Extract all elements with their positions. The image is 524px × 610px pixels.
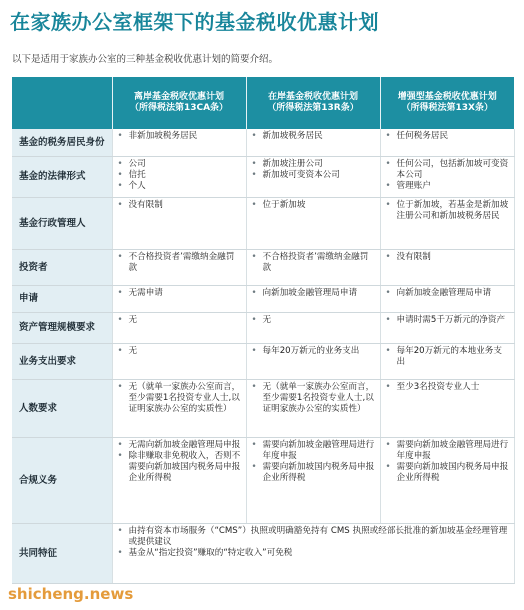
list-item: • 除非赚取非免税收入，否则不需要向新加坡国内税务局申报企业所得税 xyxy=(115,451,243,484)
table-row xyxy=(12,249,514,285)
comparison-table xyxy=(12,77,515,584)
table-cell xyxy=(112,156,246,197)
list-item: • 无 xyxy=(115,346,243,357)
table-row xyxy=(12,379,514,437)
table-cell-common xyxy=(112,523,514,583)
table-cell xyxy=(112,249,246,285)
table-cell xyxy=(112,197,246,249)
row-label: 共同特征 xyxy=(12,523,112,583)
row-label: 基金行政管理人 xyxy=(12,197,112,249)
table-row-common xyxy=(12,523,514,583)
list-item: • 新加坡可变资本公司 xyxy=(249,170,377,181)
table-cell xyxy=(112,343,246,379)
list-item: • 基金从“指定投资”赚取的“特定收入”可免税 xyxy=(115,548,511,559)
table-cell xyxy=(246,156,380,197)
list-item: • 个人 xyxy=(115,181,243,192)
list-item: • 无（就单一家族办公室而言，至少需要1名投资专业人士,以证明家族办公室的实质性） xyxy=(115,382,243,415)
table-cell xyxy=(380,312,514,343)
table-cell xyxy=(380,379,514,437)
header-13x-line1: 增强型基金税收优惠计划 xyxy=(397,92,497,102)
table-cell xyxy=(380,156,514,197)
list-item: • 非新加坡税务居民 xyxy=(115,131,243,142)
table-cell xyxy=(112,437,246,523)
list-item: • 每年20万新元的业务支出 xyxy=(249,346,377,357)
table-cell xyxy=(246,312,380,343)
header-13r xyxy=(246,77,380,129)
list-item: • 无需向新加坡金融管理局申报 xyxy=(115,440,243,451)
list-item: • 新加坡注册公司 xyxy=(249,159,377,170)
table-cell xyxy=(246,285,380,312)
list-item: • 需要向新加坡金融管理局进行年度申报 xyxy=(249,440,377,462)
list-item: • 没有限制 xyxy=(115,200,243,211)
table-row xyxy=(12,197,514,249)
table-cell xyxy=(380,249,514,285)
list-item: • 位于新加坡 xyxy=(249,200,377,211)
header-corner xyxy=(12,77,112,129)
list-item: • 信托 xyxy=(115,170,243,181)
table-cell xyxy=(380,437,514,523)
list-item: • 不合格投资者’需缴纳金融罚款 xyxy=(249,252,377,274)
page-title: 在家族办公室框架下的基金税收优惠计划 xyxy=(10,10,379,34)
table-row xyxy=(12,343,514,379)
list-item: • 公司 xyxy=(115,159,243,170)
header-13ca xyxy=(112,77,246,129)
list-item: • 无 xyxy=(115,315,243,326)
list-item: • 没有限制 xyxy=(383,252,511,263)
list-item: • 向新加坡金融管理局申请 xyxy=(249,288,377,299)
list-item: • 位于新加坡，若基金是新加坡注册公司和新加坡税务居民 xyxy=(383,200,511,222)
list-item: • 需要向新加坡国内税务局申报企业所得税 xyxy=(383,462,511,484)
watermark-text: shicheng.news xyxy=(8,585,134,603)
row-label: 基金的税务居民身份 xyxy=(12,129,112,156)
table-cell xyxy=(380,285,514,312)
table-cell xyxy=(112,285,246,312)
table-cell xyxy=(246,379,380,437)
row-label: 申请 xyxy=(12,285,112,312)
list-item: • 需要向新加坡国内税务局申报企业所得税 xyxy=(249,462,377,484)
table-cell xyxy=(112,379,246,437)
list-item: • 向新加坡金融管理局申请 xyxy=(383,288,511,299)
page-subtitle: 以下是适用于家族办公室的三种基金税收优惠计划的简要介绍。 xyxy=(12,54,279,65)
list-item: • 申请时需5千万新元的净资产 xyxy=(383,315,511,326)
header-13x xyxy=(380,77,514,129)
table-cell xyxy=(112,312,246,343)
header-13r-line1: 在岸基金税收优惠计划 xyxy=(267,92,358,102)
table-cell xyxy=(246,249,380,285)
table-row xyxy=(12,312,514,343)
row-label: 基金的法律形式 xyxy=(12,156,112,197)
table-row xyxy=(12,156,514,197)
table-row xyxy=(12,437,514,523)
list-item: • 任何公司，包括新加坡可变资本公司 xyxy=(383,159,511,181)
table-cell xyxy=(380,197,514,249)
header-13x-line2: （所得税法第13X条） xyxy=(401,103,493,113)
table-cell xyxy=(112,129,246,156)
list-item: • 管理账户 xyxy=(383,181,511,192)
header-13r-line2: （所得税法第13R条） xyxy=(267,103,359,113)
list-item: • 无需申请 xyxy=(115,288,243,299)
list-item: • 每年20万新元的本地业务支出 xyxy=(383,346,511,368)
row-label: 资产管理规模要求 xyxy=(12,312,112,343)
row-label: 投资者 xyxy=(12,249,112,285)
row-label: 人数要求 xyxy=(12,379,112,437)
list-item: • 新加坡税务居民 xyxy=(249,131,377,142)
list-item: • 无（就单一家族办公室而言，至少需要1名投资专业人士,以证明家族办公室的实质性） xyxy=(249,382,377,415)
list-item: • 需要向新加坡金融管理局进行年度申报 xyxy=(383,440,511,462)
table-cell xyxy=(380,343,514,379)
table-cell xyxy=(246,197,380,249)
table-row xyxy=(12,285,514,312)
header-13ca-line1: 离岸基金税收优惠计划 xyxy=(133,92,224,102)
table-cell xyxy=(246,343,380,379)
list-item: • 无 xyxy=(249,315,377,326)
row-label: 业务支出要求 xyxy=(12,343,112,379)
table-cell xyxy=(246,129,380,156)
comparison-table-wrapper xyxy=(12,77,514,584)
list-item: • 由持有资本市场服务（“CMS”）执照或明确豁免持有 CMS 执照或经部长批准的新加坡基金经理管理或提供建议 xyxy=(115,526,511,548)
row-label: 合规义务 xyxy=(12,437,112,523)
list-item: • 至少3名投资专业人士 xyxy=(383,382,511,393)
list-item: • 不合格投资者’需缴纳金融罚款 xyxy=(115,252,243,274)
header-13ca-line2: （所得税法第13CA条） xyxy=(129,103,229,113)
list-item: • 任何税务居民 xyxy=(383,131,511,142)
table-row xyxy=(12,129,514,156)
table-header-row xyxy=(12,77,514,129)
table-cell xyxy=(380,129,514,156)
table-cell xyxy=(246,437,380,523)
